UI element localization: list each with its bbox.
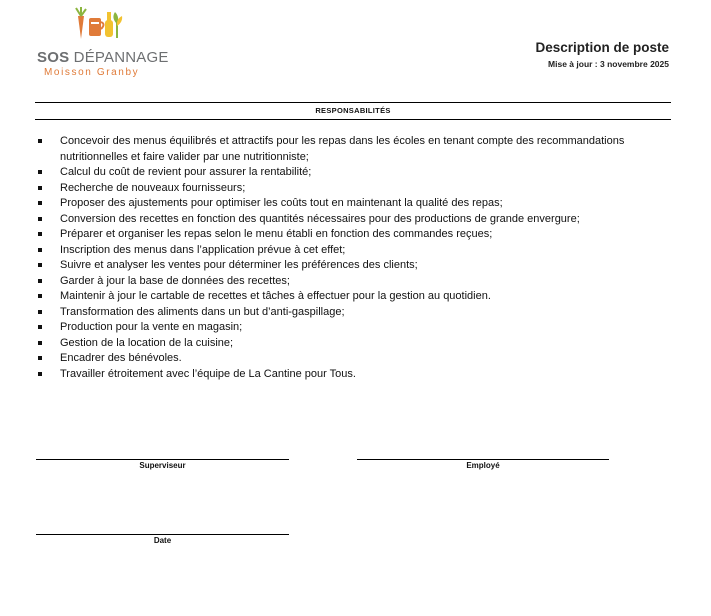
- list-item-text: Concevoir des menus équilibrés et attractifs pour les repas dans les écoles en tenant compte des recommandations nutritionnelles et faire valider par une nutritionniste;: [60, 135, 625, 163]
- list-item-text: Calcul du coût de revient pour assurer la rentabilité;: [60, 166, 312, 178]
- bullet-icon: [38, 263, 42, 267]
- list-item-text: Encadrer des bénévoles.: [60, 352, 182, 364]
- list-item: [36, 165, 666, 181]
- date-signature-line[interactable]: [36, 534, 289, 535]
- logo-brand-rest: DÉPANNAGE: [73, 49, 169, 66]
- bullet-icon: [38, 356, 42, 360]
- list-item: [36, 351, 666, 367]
- bullet-icon: [38, 201, 42, 205]
- list-item: [36, 274, 666, 290]
- list-item: [36, 336, 666, 352]
- list-item: [36, 212, 666, 228]
- date-label: Date: [153, 536, 172, 545]
- list-item-text: Proposer des ajustements pour optimiser les coûts tout en maintenant la qualité des repas;: [60, 197, 503, 209]
- list-item-text: Transformation des aliments dans un but d’anti-gaspillage;: [60, 305, 345, 318]
- list-item-text: Recherche de nouveaux fournisseurs;: [60, 181, 246, 194]
- update-date: Mise à jour : 3 novembre 2025: [548, 59, 669, 69]
- section-heading: RESPONSABILITÉS: [35, 102, 671, 120]
- bullet-icon: [38, 139, 42, 143]
- list-item: [36, 196, 666, 212]
- list-item: [36, 367, 666, 383]
- bullet-icon: [38, 232, 42, 236]
- document-title: Description de poste: [535, 40, 669, 55]
- bullet-icon: [38, 294, 42, 298]
- responsibilities-list: [36, 134, 666, 382]
- bullet-icon: [38, 279, 42, 283]
- list-item: [36, 320, 666, 336]
- list-item: [36, 258, 666, 274]
- logo-subtitle: Moisson Granby: [44, 67, 140, 78]
- bullet-icon: [38, 248, 42, 252]
- bullet-icon: [38, 170, 42, 174]
- list-item-text: Inscription des menus dans l’application prévue à cet effet;: [60, 243, 346, 256]
- bullet-icon: [38, 186, 42, 190]
- logo-brand-bold: SOS: [37, 49, 70, 66]
- employee-signature-line[interactable]: [357, 459, 609, 460]
- bullet-icon: [38, 217, 42, 221]
- bullet-icon: [38, 325, 42, 329]
- logo: [34, 6, 169, 78]
- list-item-text: Maintenir à jour le cartable de recettes et tâches à effectuer pour la gestion au quotidien.: [60, 290, 491, 302]
- logo-brand-name: [37, 49, 169, 66]
- list-item: [36, 227, 666, 243]
- list-item-text: Préparer et organiser les repas selon le menu établi en fonction des commandes reçues;: [60, 228, 493, 240]
- bullet-icon: [38, 372, 42, 376]
- supervisor-signature-line[interactable]: [36, 459, 289, 460]
- bullet-icon: [38, 310, 42, 314]
- supervisor-label: Superviseur: [139, 461, 186, 470]
- list-item-text: Production pour la vente en magasin;: [60, 321, 243, 333]
- list-item: [36, 134, 666, 165]
- list-item-text: Suivre et analyser les ventes pour déterminer les préférences des clients;: [60, 259, 418, 271]
- list-item-text: Travailler étroitement avec l’équipe de La Cantine pour Tous.: [60, 367, 356, 380]
- list-item-text: Gestion de la location de la cuisine;: [60, 336, 234, 349]
- employee-label: Employé: [466, 461, 500, 470]
- logo-produce-icon: [70, 6, 126, 40]
- list-item: [36, 181, 666, 197]
- list-item-text: Garder à jour la base de données des recettes;: [60, 274, 290, 287]
- list-item: [36, 305, 666, 321]
- bullet-icon: [38, 341, 42, 345]
- list-item-text: Conversion des recettes en fonction des quantités nécessaires pour des productions de grande envergure;: [60, 212, 580, 225]
- list-item: [36, 289, 666, 305]
- list-item: [36, 243, 666, 259]
